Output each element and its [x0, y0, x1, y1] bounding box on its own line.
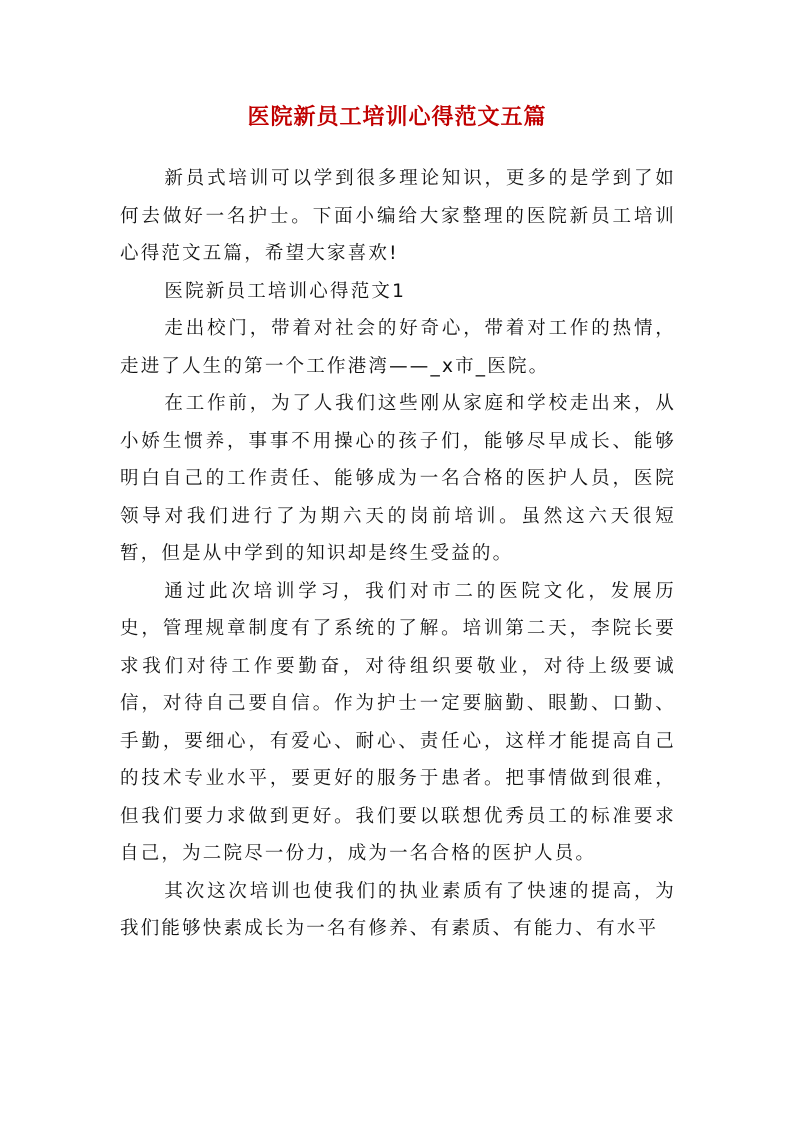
- document-title: 医院新员工培训心得范文五篇: [247, 104, 547, 130]
- section-heading: 医院新员工培训心得范文1: [164, 280, 407, 302]
- body-paragraph: 其次这次培训也使我们的执业素质有了快速的提高，为我们能够快素成长为一名有修养、有素质、有能力、有水平: [120, 880, 676, 939]
- intro-paragraph: 新员式培训可以学到很多理论知识，更多的是学到了如何去做好一名护士。下面小编给大家整理的医院新员工培训心得范文五篇，希望大家喜欢!: [120, 168, 676, 264]
- body-paragraph: 通过此次培训学习，我们对市二的医院文化，发展历史，管理规章制度有了系统的了解。培训第二天，李院长要求我们对待工作要勤奋，对待组织要敬业，对待上级要诚信，对待自己要自信。作为护士一定要脑勤、眼勤、口勤、手勤，要细心，有爱心、耐心、责任心，这样才能提高自己的技术专业水平，要更好的服务于患者。把事情做到很难，但我们要力求做到更好。我们要以联想优秀员工的标准要求自己，为二院尽一份力，成为一名合格的医护人员。: [120, 580, 676, 864]
- document-body: [120, 160, 676, 948]
- body-paragraph: 在工作前，为了人我们这些刚从家庭和学校走出来，从小娇生惯养，事事不用操心的孩子们，能够尽早成长、能够明白自己的工作责任、能够成为一名合格的医护人员，医院领导对我们进行了为期六天的岗前培训。虽然这六天很短暂，但是从中学到的知识却是终生受益的。: [120, 393, 676, 564]
- body-paragraph: 走出校门，带着对社会的好奇心，带着对工作的热情，走进了人生的第一个工作港湾——_x市_医院。: [120, 318, 676, 377]
